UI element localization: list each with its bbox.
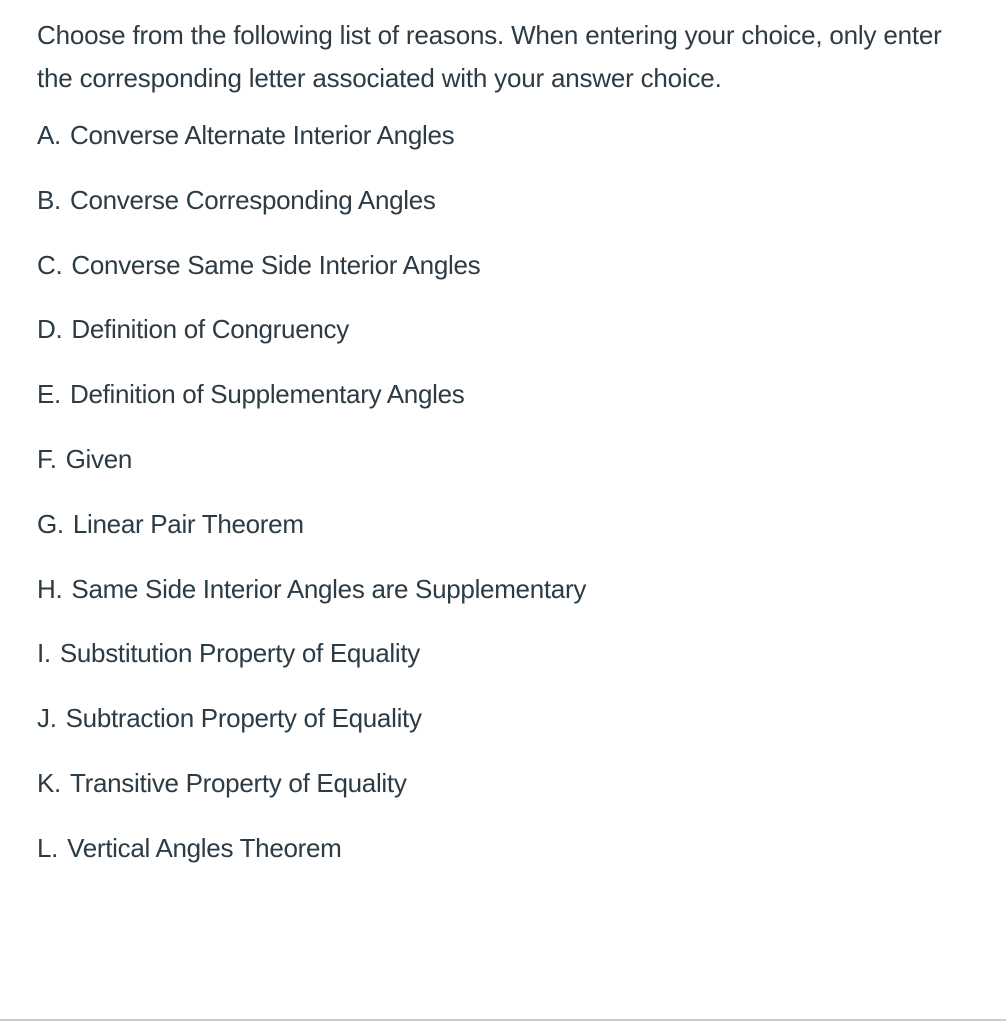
reason-text: Subtraction Property of Equality bbox=[65, 703, 422, 734]
reason-letter: I. bbox=[37, 638, 51, 669]
reason-text: Definition of Congruency bbox=[71, 314, 349, 345]
reason-letter: G. bbox=[37, 508, 64, 539]
reason-letter: K. bbox=[37, 767, 61, 798]
reason-text: Transitive Property of Equality bbox=[69, 767, 407, 798]
reason-text: Linear Pair Theorem bbox=[72, 508, 304, 539]
reason-letter: F. bbox=[37, 443, 57, 474]
question-instructions: Choose from the following list of reasons. When entering your choice, only enter the corresponding letter associated with your answer choice. bbox=[37, 20, 942, 93]
reason-list bbox=[37, 120, 586, 898]
reason-item-f bbox=[37, 444, 586, 509]
reason-letter: L. bbox=[37, 832, 59, 863]
question-text bbox=[37, 14, 977, 100]
reason-text: Given bbox=[65, 443, 133, 474]
reason-item-a bbox=[37, 120, 586, 185]
reason-item-d bbox=[37, 314, 586, 379]
reason-item-l bbox=[37, 833, 586, 898]
reason-letter: H. bbox=[37, 573, 63, 604]
reason-text: Converse Corresponding Angles bbox=[69, 184, 436, 215]
reason-item-g bbox=[37, 509, 586, 574]
reason-item-c bbox=[37, 250, 586, 315]
reason-letter: C. bbox=[37, 249, 63, 280]
reason-text: Vertical Angles Theorem bbox=[67, 832, 342, 863]
reason-item-i bbox=[37, 638, 586, 703]
reason-letter: B. bbox=[37, 184, 61, 215]
reason-item-k bbox=[37, 768, 586, 833]
bottom-divider bbox=[0, 1019, 1006, 1021]
reason-text: Same Side Interior Angles are Supplementary bbox=[71, 573, 587, 604]
reason-item-j bbox=[37, 703, 586, 768]
reason-item-h bbox=[37, 574, 586, 639]
reason-letter: D. bbox=[37, 314, 63, 345]
reason-item-b bbox=[37, 185, 586, 250]
reason-letter: E. bbox=[37, 379, 61, 410]
reason-text: Converse Same Side Interior Angles bbox=[71, 249, 481, 280]
reason-letter: A. bbox=[37, 120, 61, 150]
reason-text: Converse Alternate Interior Angles bbox=[69, 120, 455, 150]
reason-letter: J. bbox=[37, 703, 57, 734]
reason-item-e bbox=[37, 379, 586, 444]
reason-text: Definition of Supplementary Angles bbox=[69, 379, 465, 410]
reason-text: Substitution Property of Equality bbox=[59, 638, 420, 669]
